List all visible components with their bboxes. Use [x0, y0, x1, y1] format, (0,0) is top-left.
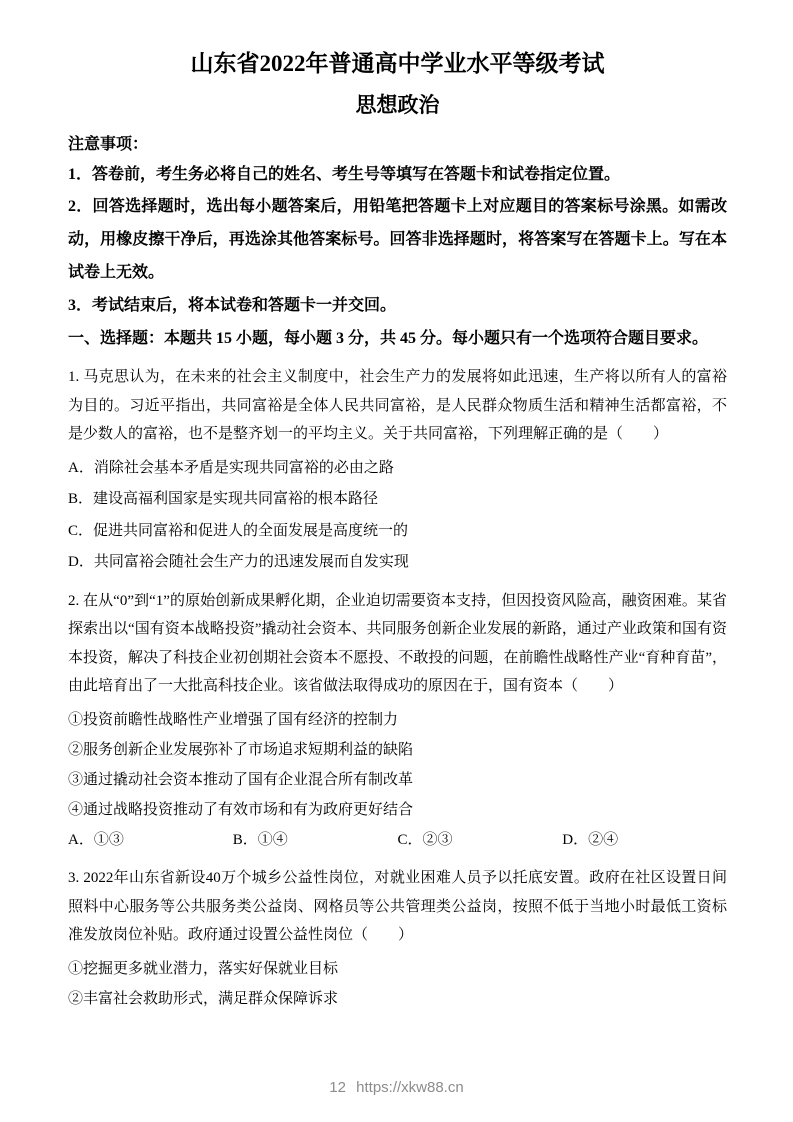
footer-url: https://xkw88.cn	[356, 1079, 464, 1096]
question-1-option-b: B．建设高福利国家是实现共同富裕的根本路径	[68, 491, 379, 508]
question-2	[68, 587, 727, 857]
note-item-1: 1．答卷前，考生务必将自己的姓名、考生号等填写在答题卡和试卷指定位置。	[68, 165, 621, 183]
exam-title: 山东省2022年普通高中学业水平等级考试	[190, 51, 605, 76]
question-3-stem: 3. 2022年山东省新设40万个城乡公益性岗位，对就业困难人员予以托底安置。政府在社区设置日间照料中心服务等公共服务类公益岗、网格员等公共管理类公益岗，按照不低于当地小时最低工资标准发放岗位补贴。政府通过设置公益性岗位（ ）	[68, 870, 727, 944]
page-footer	[0, 1079, 793, 1096]
question-3-statement-2: ②丰富社会救助形式，满足群众保障诉求	[68, 990, 339, 1007]
page-number: 12	[329, 1079, 346, 1096]
question-1-option-a: A．消除社会基本矛盾是实现共同富裕的必由之路	[68, 459, 394, 476]
question-2-choice-b: B．①④	[232, 831, 288, 848]
note-item-3: 3．考试结束后，将本试卷和答题卡一并交回。	[68, 296, 397, 314]
exam-subtitle: 思想政治	[355, 93, 440, 118]
notes-heading: 注意事项：	[68, 136, 149, 154]
question-2-statement-3: ③通过撬动社会资本推动了国有企业混合所有制改革	[68, 771, 414, 788]
question-2-statement-2: ②服务创新企业发展弥补了市场追求短期利益的缺陷	[68, 741, 414, 758]
question-2-choice-c: C．②③	[397, 831, 453, 848]
question-1-stem: 1. 马克思认为，在未来的社会主义制度中，社会生产力的发展将如此迅速，生产将以所有人的富裕为目的。习近平指出，共同富裕是全体人民共同富裕，是人民群众物质生活和精神生活都富裕，不是少数人的富裕，也不是整齐划一的平均主义。关于共同富裕，下列理解正确的是（ ）	[68, 369, 727, 443]
note-item-2: 2．回答选择题时，选出每小题答案后，用铅笔把答题卡上对应题目的答案标号涂黑。如需改动，用橡皮擦干净后，再选涂其他答案标号。回答非选择题时，将答案写在答题卡上。写在本试卷上无效。	[68, 198, 727, 282]
question-1-option-c: C．促进共同富裕和促进人的全面发展是高度统一的	[68, 522, 409, 539]
question-2-choice-d: D．②④	[562, 831, 619, 848]
question-2-statement-4: ④通过战略投资推动了有效市场和有为政府更好结合	[68, 801, 414, 818]
question-2-statement-1: ①投资前瞻性战略性产业增强了国有经济的控制力	[68, 711, 399, 728]
question-2-choices-row	[68, 825, 727, 857]
question-1	[68, 363, 727, 579]
question-3	[68, 864, 727, 1014]
question-2-stem: 2. 在从“0”到“1”的原始创新成果孵化期，企业迫切需要资本支持，但因投资风险高，融资困难。某省探索出以“国有资本战略投资”撬动社会资本、共同服务创新企业发展的新路，通过产业政策和国有资本投资，解决了科技企业初创期社会资本不愿投、不敢投的问题，在前瞻性战略性产业“育种育苗”，由此培育出了一大批高科技企业。该省做法取得成功的原因在于，国有资本（ ）	[68, 592, 727, 695]
question-1-option-d: D．共同富裕会随社会生产力的迅速发展而自发实现	[68, 554, 409, 571]
question-2-choice-a: A．①③	[68, 831, 124, 848]
section-heading: 一、选择题：本题共 15 小题，每小题 3 分，共 45 分。每小题只有一个选项符合题目要求。	[68, 329, 709, 347]
question-3-statement-1: ①挖掘更多就业潜力，落实好保就业目标	[68, 960, 339, 977]
